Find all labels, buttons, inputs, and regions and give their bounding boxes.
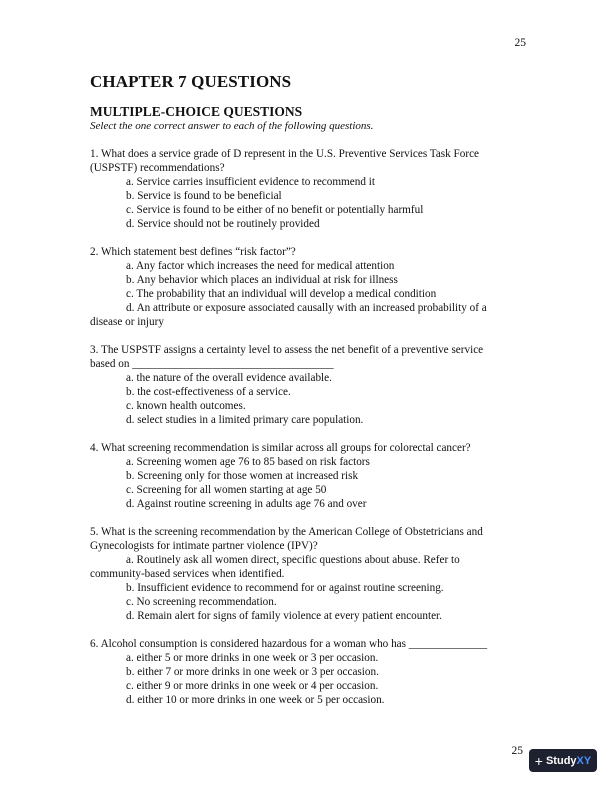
option-text-line (90, 301, 526, 315)
option-d (90, 497, 526, 511)
option-text-line (90, 217, 526, 231)
option-c (90, 287, 526, 301)
option-a (90, 553, 526, 581)
studyxy-brand-badge[interactable] (529, 749, 597, 772)
option-list (90, 651, 526, 707)
question-1 (90, 147, 526, 231)
section-title: MULTIPLE-CHOICE QUESTIONS (90, 104, 303, 119)
option-text: c. known health outcomes. (126, 400, 246, 412)
option-text-line (90, 609, 526, 623)
option-a (90, 175, 526, 189)
option-text-line (90, 175, 526, 189)
option-a (90, 651, 526, 665)
page-number-bottom: 25 (511, 745, 523, 757)
option-text: disease or injury (90, 316, 164, 328)
option-text: d. Remain alert for signs of family violence at every patient encounter. (126, 610, 442, 622)
question-4 (90, 441, 526, 511)
option-text-line (90, 371, 526, 385)
question-text-line: 4. What screening recommendation is similar across all groups for colorectal cancer? (90, 442, 471, 454)
option-text-line (90, 581, 526, 595)
option-text: b. either 7 or more drinks in one week or 3 per occasion. (126, 666, 379, 678)
option-text: a. Any factor which increases the need for medical attention (126, 260, 395, 272)
option-a (90, 259, 526, 273)
option-text-line (90, 413, 526, 427)
question-text (90, 147, 526, 175)
option-a (90, 455, 526, 469)
question-text-line: Gynecologists for intimate partner violence (IPV)? (90, 540, 318, 552)
option-text: d. Against routine screening in adults age 76 and over (126, 498, 367, 510)
option-list (90, 455, 526, 511)
option-text: b. the cost-effectiveness of a service. (126, 386, 291, 398)
option-text-line (90, 315, 526, 329)
option-text: a. the nature of the overall evidence available. (126, 372, 332, 384)
option-text-line (90, 469, 526, 483)
plus-icon: + (534, 752, 543, 769)
question-5 (90, 525, 526, 623)
option-text-line (90, 287, 526, 301)
question-text (90, 441, 526, 455)
question-text-line: based on ____________________________________ (90, 358, 334, 370)
option-text: d. Service should not be routinely provided (126, 218, 320, 230)
question-text-line: 3. The USPSTF assigns a certainty level to assess the net benefit of a preventive service (90, 344, 484, 356)
question-3 (90, 343, 526, 427)
option-text-line (90, 189, 526, 203)
option-text: d. either 10 or more drinks in one week or 5 per occasion. (126, 694, 385, 706)
option-b (90, 189, 526, 203)
option-list (90, 553, 526, 623)
option-text-line (90, 595, 526, 609)
instructions: Select the one correct answer to each of the following questions. (90, 120, 374, 132)
option-c (90, 483, 526, 497)
page-number-top: 25 (514, 37, 526, 49)
option-text: a. Service carries insufficient evidence to recommend it (126, 176, 375, 188)
option-text: c. either 9 or more drinks in one week or 4 per occasion. (126, 680, 379, 692)
brand-prefix: Study (545, 754, 577, 767)
option-b (90, 385, 526, 399)
option-b (90, 665, 526, 679)
question-text-line: 5. What is the screening recommendation by the American College of Obstetricians and (90, 526, 483, 538)
option-d (90, 301, 526, 329)
question-text (90, 245, 526, 259)
option-d (90, 217, 526, 231)
option-text: c. No screening recommendation. (126, 596, 277, 608)
document-body (90, 72, 526, 721)
option-b (90, 469, 526, 483)
option-text-line (90, 651, 526, 665)
question-text (90, 637, 526, 651)
option-b (90, 273, 526, 287)
option-text: d. An attribute or exposure associated causally with an increased probability of a (126, 302, 487, 314)
option-c (90, 399, 526, 413)
option-text: b. Any behavior which places an individual at risk for illness (126, 274, 398, 286)
option-text: community-based services when identified. (90, 568, 285, 580)
option-text: a. Screening women age 76 to 85 based on risk factors (126, 456, 370, 468)
question-text (90, 525, 526, 553)
option-text-line (90, 399, 526, 413)
option-text-line (90, 203, 526, 217)
option-text: a. either 5 or more drinks in one week or 3 per occasion. (126, 652, 379, 664)
option-list (90, 371, 526, 427)
option-text-line (90, 665, 526, 679)
option-text: b. Insufficient evidence to recommend for or against routine screening. (126, 582, 444, 594)
option-a (90, 371, 526, 385)
option-list (90, 175, 526, 231)
option-text: d. select studies in a limited primary care population. (126, 414, 364, 426)
option-c (90, 595, 526, 609)
option-b (90, 581, 526, 595)
option-text-line (90, 259, 526, 273)
brand-name (546, 755, 591, 767)
option-text-line (90, 483, 526, 497)
option-c (90, 203, 526, 217)
option-text-line (90, 273, 526, 287)
option-text-line (90, 679, 526, 693)
option-text-line (90, 497, 526, 511)
option-c (90, 679, 526, 693)
question-6 (90, 637, 526, 707)
option-text: b. Service is found to be beneficial (126, 190, 282, 202)
option-text: c. The probability that an individual will develop a medical condition (126, 288, 437, 300)
question-text-line: 6. Alcohol consumption is considered hazardous for a woman who has ______________ (90, 638, 488, 650)
option-d (90, 413, 526, 427)
option-text-line (90, 385, 526, 399)
question-text (90, 343, 526, 371)
option-text: c. Service is found to be either of no benefit or potentially harmful (126, 204, 424, 216)
option-text-line (90, 693, 526, 707)
question-text-line: (USPSTF) recommendations? (90, 162, 225, 174)
option-d (90, 609, 526, 623)
option-text-line (90, 567, 526, 581)
option-d (90, 693, 526, 707)
brand-accent: XY (576, 754, 592, 767)
option-list (90, 259, 526, 329)
option-text-line (90, 455, 526, 469)
option-text: a. Routinely ask all women direct, specific questions about abuse. Refer to (126, 554, 460, 566)
question-text-line: 2. Which statement best defines “risk factor”? (90, 246, 296, 258)
option-text: c. Screening for all women starting at age 50 (126, 484, 327, 496)
question-list (90, 147, 526, 707)
question-2 (90, 245, 526, 329)
option-text: b. Screening only for those women at increased risk (126, 470, 359, 482)
question-text-line: 1. What does a service grade of D represent in the U.S. Preventive Services Task Force (90, 148, 479, 160)
chapter-title: CHAPTER 7 QUESTIONS (90, 72, 292, 91)
option-text-line (90, 553, 526, 567)
